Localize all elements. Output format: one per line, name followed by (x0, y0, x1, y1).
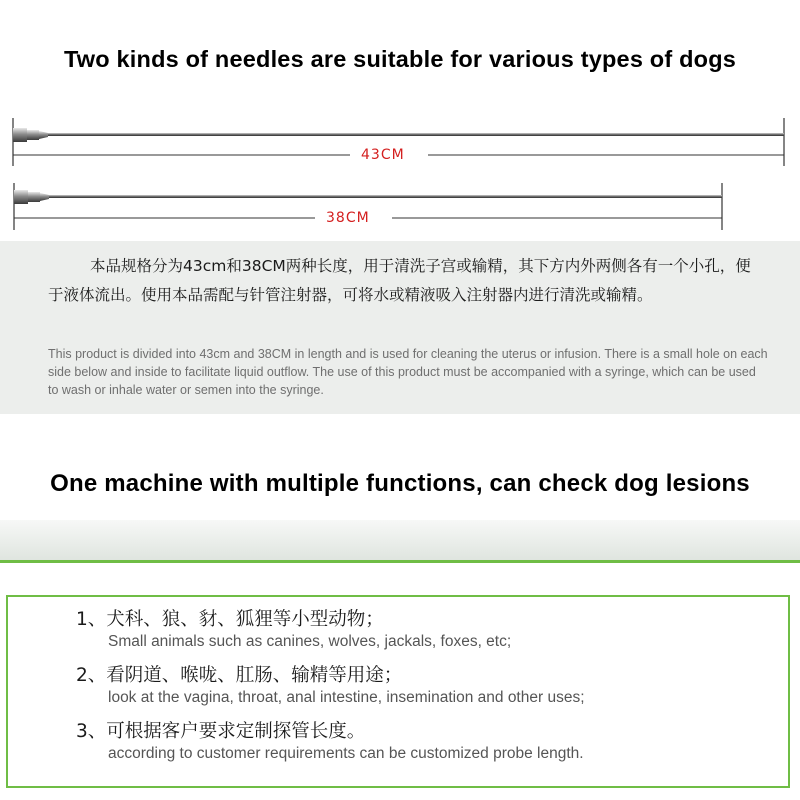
feature-cn: 3、可根据客户要求定制探管长度。 (76, 721, 366, 742)
needle-diagram (0, 0, 800, 240)
top-heading: Two kinds of needles are suitable for various types of dogs (63, 46, 737, 72)
length-label-43cm: 43CM (355, 146, 411, 164)
features-heading: One machine with multiple functions, can check dog lesions (50, 470, 750, 497)
feature-item (76, 664, 585, 708)
feature-list (76, 608, 585, 776)
feature-item (76, 720, 585, 764)
description-panel (0, 241, 800, 414)
description-chinese: 本品规格分为43cm和38CM两种长度，用于清洗子宫或输精，其下方内外两侧各有一个小孔，便于液体流出。使用本品需配与针管注射器，可将水或精液吸入注射器内进行清洗或输精。 (48, 257, 751, 304)
feature-en: look at the vagina, throat, anal intestine, insemination and other uses; (108, 689, 585, 706)
feature-cn: 1、犬科、狼、豺、狐狸等小型动物； (76, 609, 384, 630)
description-english: This product is divided into 43cm and 38CM in length and is used for cleaning the uterus or infusion. There is a small hole on each side below and inside to facilitate liquid outflow. The use of this product must be accompanied with a syringe, which can be used to wash or inhale water or semen into the syringe. (48, 347, 768, 397)
green-divider (0, 560, 800, 563)
divider-band (0, 520, 800, 560)
feature-en: according to customer requirements can be customized probe length. (108, 745, 584, 762)
feature-cn: 2、看阴道、喉咙、肛肠、输精等用途； (76, 665, 403, 686)
length-label-38cm: 38CM (320, 209, 376, 227)
feature-item (76, 608, 585, 652)
feature-en: Small animals such as canines, wolves, jackals, foxes, etc; (108, 633, 512, 650)
